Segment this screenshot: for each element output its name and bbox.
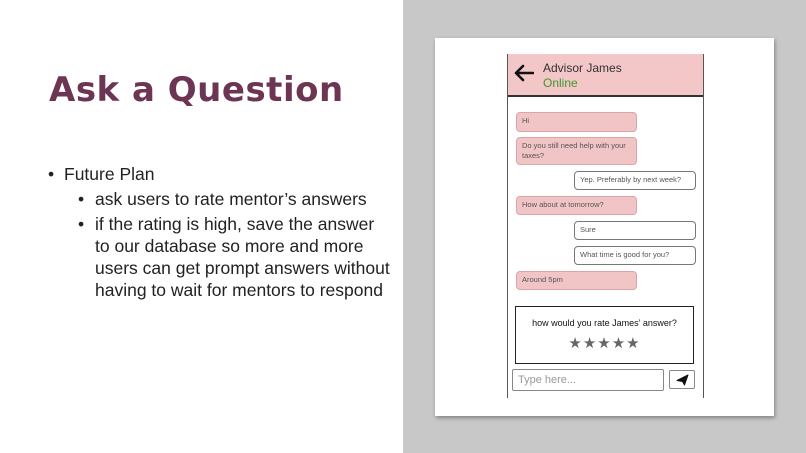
rating-question: how would you rate James’ answer? (532, 318, 677, 328)
chat-screen (507, 54, 704, 398)
message-outgoing: Yep. Preferably by next week? (574, 171, 696, 190)
bullet-future-plan: • Future Plan (48, 163, 393, 185)
sub-bullet-save-answers: • if the rating is high, save the answer to our database so more and more users can get prompt answers without having to wait for mentors to respond (78, 213, 393, 301)
message-incoming: Around 5pm (516, 271, 637, 290)
message-incoming: How about at tomorrow? (516, 196, 637, 215)
message-outgoing: What time is good for you? (574, 246, 696, 265)
message-incoming: Do you still need help with your taxes? (516, 137, 637, 165)
send-button[interactable] (669, 370, 695, 389)
contact-name: Advisor James (543, 61, 622, 75)
message-incoming: Hi (516, 112, 637, 132)
send-icon (676, 374, 689, 386)
message-input[interactable] (512, 369, 664, 391)
sub-bullet-list (78, 188, 393, 301)
chat-header (508, 54, 703, 97)
contact-status: Online (543, 76, 578, 90)
arrow-left-icon[interactable] (514, 64, 534, 82)
bullet-list (48, 163, 393, 304)
sub-bullet-rate-answers: • ask users to rate mentor’s answers (78, 188, 393, 210)
slide-title: Ask a Question (49, 70, 344, 110)
rating-panel (515, 306, 694, 364)
message-outgoing: Sure (574, 221, 696, 240)
star-rating[interactable]: ★★★★★ (568, 335, 641, 352)
